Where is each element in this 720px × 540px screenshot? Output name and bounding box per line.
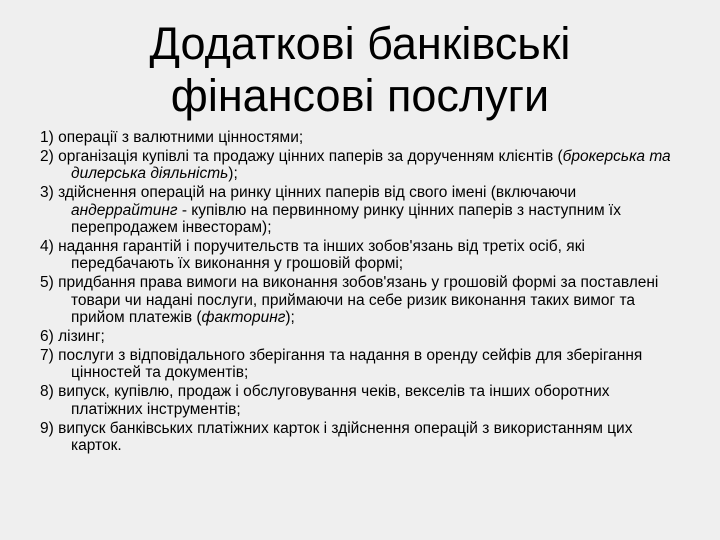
list-item-text: 1) операції з валютними цінностями; [40, 129, 304, 146]
list-item [40, 148, 680, 183]
services-list [40, 129, 680, 456]
list-item-text: 4) надання гарантій і поручительств та інших зобов'язань від третіх осіб, які передбачають їх виконання у грошовій формі; [40, 237, 585, 273]
list-item [40, 420, 680, 455]
list-item-text: 7) послуги з відповідального зберігання та надання в оренду сейфів для зберігання цінностей та документів; [40, 346, 643, 382]
list-item-text: 3) здійснення операцій на ринку цінних паперів від свого імені (включаючи [40, 184, 577, 202]
slide-title-line-1: Додаткові банківські [149, 18, 571, 69]
list-item-text: - купівлю на первинному ринку цінних паперів з наступним їх перепродажем інвесторам); [71, 201, 621, 237]
slide-title [60, 18, 660, 122]
list-item-text: 9) випуск банківських платіжних карток і здійснення операцій з використанням цих карток. [40, 419, 633, 454]
list-item-text: 8) випуск, купівлю, продаж і обслуговування чеків, векселів та інших оборотних платіжних інструментів; [40, 383, 610, 418]
list-item-term: брокерська та дилерська діяльність [71, 147, 671, 183]
list-item [40, 238, 680, 273]
list-item-text: 5) придбання права вимоги на виконання зобов'язань у грошовій формі за поставлені товари чи надані послуги, приймаючи на себе ризик виконання таких вимог та прийом платежів ( [40, 274, 659, 327]
list-item [40, 347, 680, 382]
list-item-text: 2) організація купівлі та продажу цінних паперів за дорученням клієнтів ( [40, 147, 563, 165]
list-item [40, 129, 680, 146]
list-item-term: факторинг [201, 309, 286, 327]
list-item-text: ); [228, 165, 238, 183]
list-item [40, 328, 680, 345]
list-item [40, 184, 680, 236]
list-item [40, 274, 680, 326]
list-item [40, 383, 680, 418]
list-item-text: ); [285, 309, 295, 327]
list-item-term: андеррайтинг [71, 201, 178, 219]
list-item-text: 6) лізинг; [40, 327, 105, 345]
slide-title-line-2: фінансові послуги [170, 70, 550, 121]
